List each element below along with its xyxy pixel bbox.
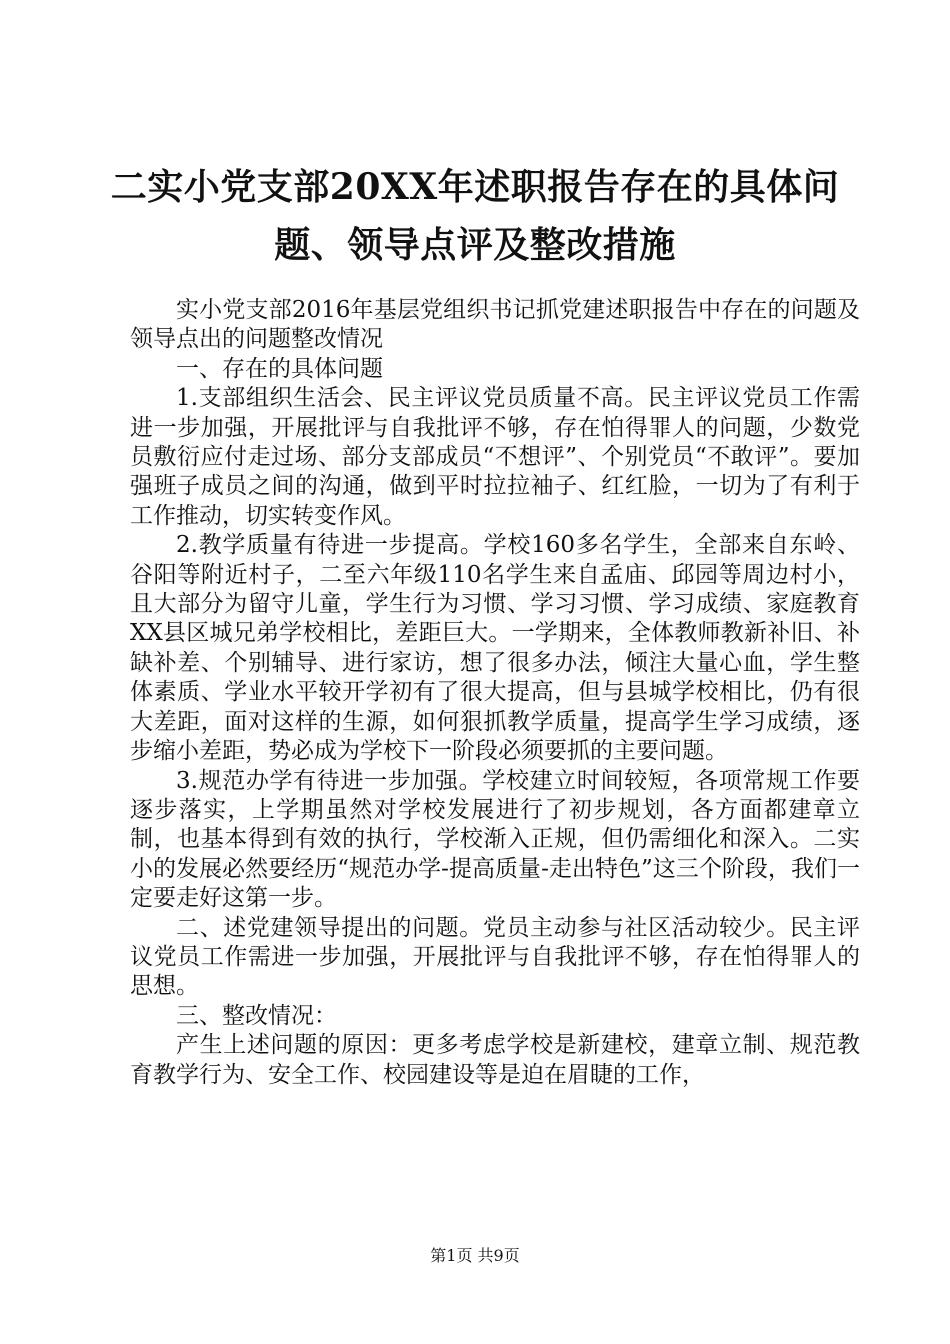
document-body [130,296,860,1090]
document-title: 二实小党支部20XX年述职报告存在的具体问题、领导点评及整改措施 [110,166,840,266]
paragraph-item-1: 1.支部组织生活会、民主评议党员质量不高。民主评议党员工作需进一步加强，开展批评与自我批评不够，存在怕得罪人的问题，少数党员敷衍应付走过场、部分支部成员“不想评”、个别党员“不敢评”。要加强班子成员之间的沟通，做到平时拉拉袖子、红红脸，一切为了有利于工作推动，切实转变作风。 [130,385,860,529]
paragraph-item-3: 3.规范办学有待进一步加强。学校建立时间较短，各项常规工作要逐步落实，上学期虽然对学校发展进行了初步规划，各方面都建章立制，也基本得到有效的执行，学校渐入正规，但仍需细化和深入。二实小的发展必然要经历“规范办学-提高质量-走出特色”这三个阶段，我们一定要走好这第一步。 [130,767,860,912]
paragraph-intro: 实小党支部2016年基层党组织书记抓党建述职报告中存在的问题及领导点出的问题整改情况 [130,297,860,353]
section-heading-rectification: 三、整改情况： [176,1002,337,1029]
section-heading-problems: 一、存在的具体问题 [176,355,383,382]
paragraph-causes: 产生上述问题的原因：更多考虑学校是新建校，建章立制、规范教育教学行为、安全工作、校园建设等是迫在眉睫的工作， [130,1032,860,1088]
section-heading-leader-issues: 二、述党建领导提出的问题。党员主动参与社区活动较少。民主评议党员工作需进一步加强，开展批评与自我批评不够，存在怕得罪人的思想。 [130,914,860,1000]
paragraph-item-2: 2.教学质量有待进一步提高。学校160多名学生，全部来自东岭、谷阳等附近村子，二至六年级110名学生来自孟庙、邱园等周边村小，且大部分为留守儿童，学生行为习惯、学习习惯、学习成绩、家庭教育XX县区城兄弟学校相比，差距巨大。一学期来，全体教师教新补旧、补缺补差、个别辅导、进行家访，想了很多办法，倾注大量心血，学生整体素质、学业水平较开学初有了很大提高，但与县城学校相比，仍有很大差距，面对这样的生源，如何狠抓教学质量，提高学生学习成绩，逐步缩小差距，势必成为学校下一阶段必须要抓的主要问题。 [130,532,860,765]
page-number-footer: 第1页 共9页 [430,1246,520,1265]
